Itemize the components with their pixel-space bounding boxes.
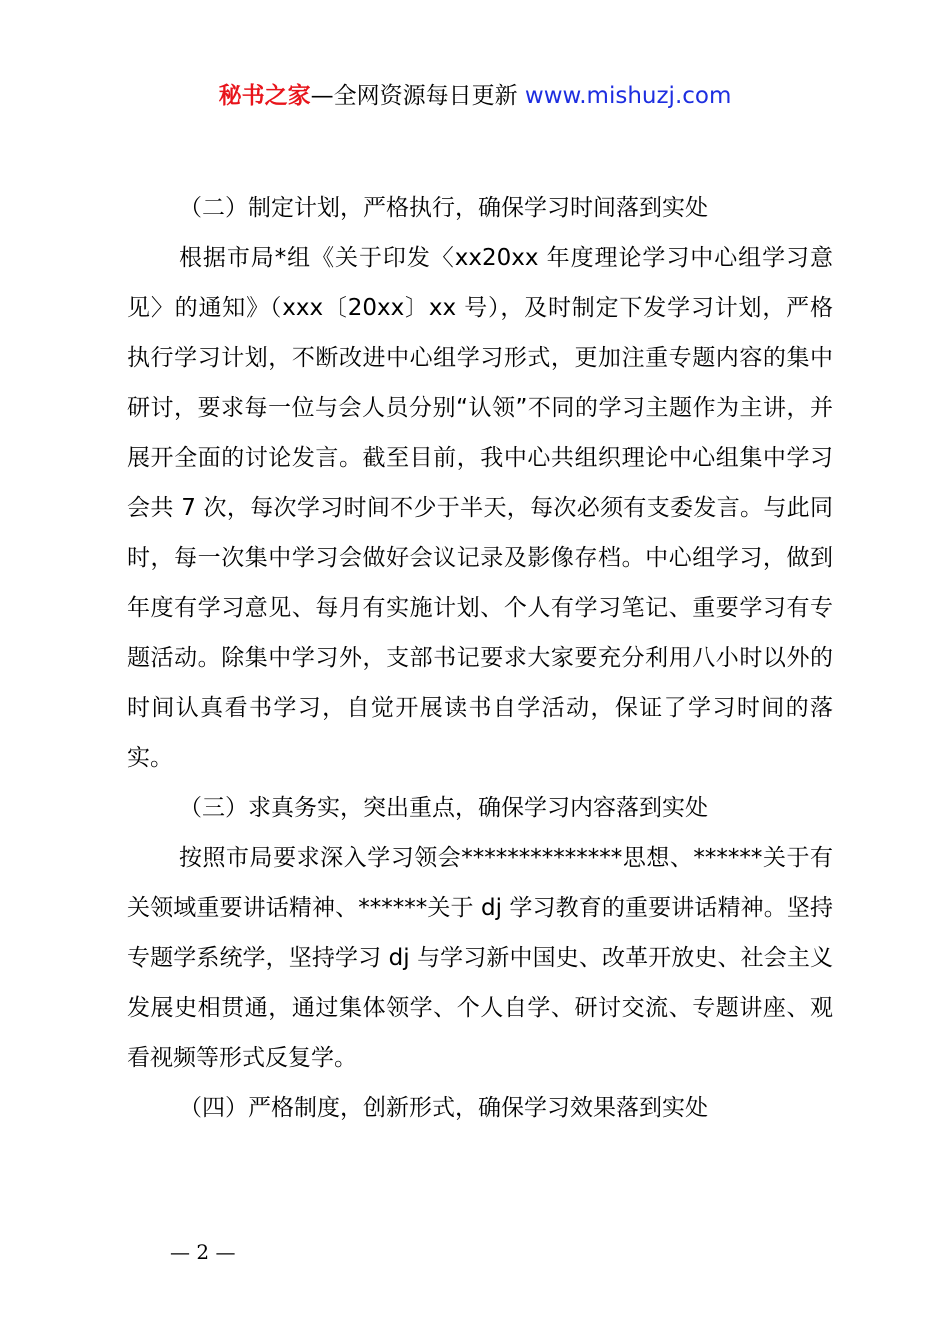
site-url-link[interactable]: www.mishuzj.com [524,83,732,109]
section-heading-4: （四）严格制度，创新形式，确保学习效果落到实处 [178,1095,708,1121]
site-brand: 秘书之家 [218,83,311,109]
body-paragraph: 根据市局*组《关于印发〈xx20xx 年度理论学习中心组学习意见〉的通知》（xxx〔20xx〕xx 号），及时制定下发学习计划，严格执行学习计划，不断改进中心组学习形式，更加注重专题内容的集中研讨，要求每一位与会人员分别“认领”不同的学习主题作为主讲，并展开全面的讨论发言。截至目前，我中心共组织理论中心组集中学习会共 7 次，每次学习时间不少于半天，每次必须有支委发言。与此同时，每一次集中学习会做好会议记录及影像存档。中心组学习，做到年度有学习意见、每月有实施计划、个人有学习笔记、重要学习有专题活动。除集中学习外，支部书记要求大家要充分利用八小时以外的时间认真看书学习，自觉开展读书自学活动，保证了学习时间的落实。 [127,245,833,771]
body-paragraph: 按照市局要求深入学习领会**************思想、******关于有关领域重要讲话精神、******关于 dj 学习教育的重要讲话精神。坚持专题学系统学，坚持学习 dj 与学习新中国史、改革开放史、社会主义发展史相贯通，通过集体领学、个人自学、研讨交流、专题讲座、观看视频等形式反复学。 [127,845,833,1071]
section-heading-2: （二）制定计划，严格执行，确保学习时间落到实处 [178,195,708,221]
page-number: — 2 — [170,1240,236,1264]
document-body [127,183,833,1133]
site-tagline: —全网资源每日更新 [310,83,525,109]
section-heading-3: （三）求真务实，突出重点，确保学习内容落到实处 [178,795,708,821]
site-header [0,78,950,114]
